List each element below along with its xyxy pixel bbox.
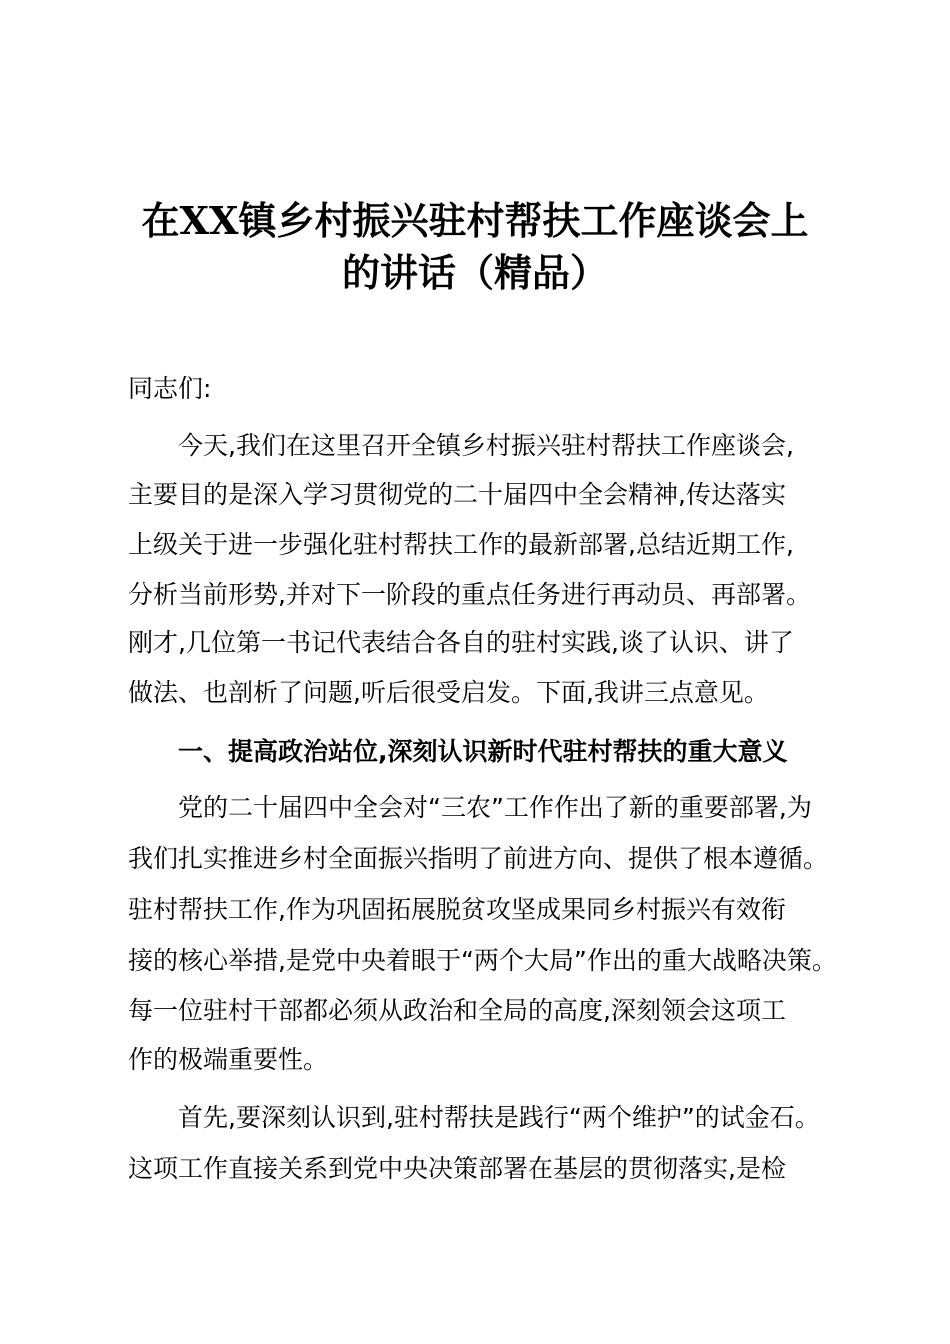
section-1-heading: 一、提高政治站位,深刻认识新时代驻村帮扶的重大意义 bbox=[178, 737, 788, 766]
paragraph-1-line-2: 主要目的是深入学习贯彻党的二十届四中全会精神,传达落实 bbox=[128, 480, 786, 509]
document-title-line-1: 在XX镇乡村振兴驻村帮扶工作座谈会上 bbox=[141, 198, 809, 243]
document-title-line-2: 的讲话（精品） bbox=[341, 250, 608, 295]
paragraph-3-line-1: 首先,要深刻认识到,驻村帮扶是践行“两个维护”的试金石。 bbox=[178, 1103, 820, 1132]
paragraph-2-line-3: 驻村帮扶工作,作为巩固拓展脱贫攻坚成果同乡村振兴有效衔 bbox=[128, 895, 786, 924]
paragraph-1-line-1: 今天,我们在这里召开全镇乡村振兴驻村帮扶工作座谈会, bbox=[178, 431, 794, 460]
paragraph-1-line-6: 做法、也剖析了问题,听后很受启发。下面,我讲三点意见。 bbox=[128, 678, 769, 707]
paragraph-2-line-5: 每一位驻村干部都必须从政治和全局的高度,深刻领会这项工 bbox=[128, 996, 786, 1025]
paragraph-1-line-4: 分析当前形势,并对下一阶段的重点任务进行再动员、再部署。 bbox=[128, 580, 811, 609]
paragraph-3-line-2: 这项工作直接关系到党中央决策部署在基层的贯彻落实,是检 bbox=[128, 1154, 786, 1183]
paragraph-2-line-6: 作的极端重要性。 bbox=[128, 1045, 329, 1074]
paragraph-2-line-4: 接的核心举措,是党中央着眼于“两个大局”作出的重大战略决策。 bbox=[128, 946, 837, 975]
paragraph-1-line-5: 刚才,几位第一书记代表结合各自的驻村实践,谈了认识、讲了 bbox=[128, 628, 794, 657]
salutation: 同志们: bbox=[128, 374, 212, 403]
paragraph-1-line-3: 上级关于进一步强化驻村帮扶工作的最新部署,总结近期工作, bbox=[128, 530, 794, 559]
paragraph-2-line-1: 党的二十届四中全会对“三农”工作作出了新的重要部署,为 bbox=[178, 793, 812, 822]
paragraph-2-line-2: 我们扎实推进乡村全面振兴指明了前进方向、提供了根本遵循。 bbox=[128, 844, 829, 873]
